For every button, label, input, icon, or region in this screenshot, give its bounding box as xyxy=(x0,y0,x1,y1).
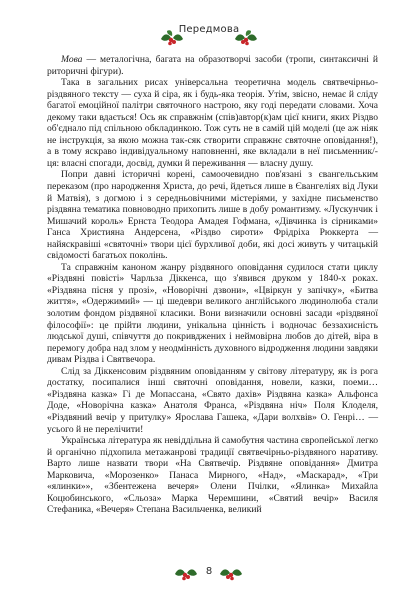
term-italic: Мова xyxy=(61,54,83,65)
paragraph: Українська література як невіддільна й самобутня частина європейської легко й органічно підхопила метажанрові традиції святвечірньо-різдвяного наративу. Варто лише назвати твори «На Святвечір. Різдвяне оповідання» Дмитра Марковича, «Морозенко» Панаса Мирного, «Над», «Маскарад», «Три «ялинки»», «Збентежена вечеря» Олени Пчілки, «Ялинка» Михайла Коцюбинського, «Сльоза» Марка Черемшини, «Святий вечір» Василя Стефаника, «Вечеря» Степана Васильченка, великий xyxy=(47,435,378,516)
paragraph xyxy=(47,54,378,77)
page-number: 8 xyxy=(205,566,213,577)
holly-icon xyxy=(233,27,259,49)
page-footer xyxy=(0,560,418,590)
paragraph: Така в загальних рисах універсальна теоретична модель святвечірньо-різдвяного тексту — суха й сіра, як і будь-яка теорія. Утім, звісно, немає й сліду багатої емоційної палітри святочного настрою, яку годі передати словами. Хоча декому таки вдається! Ось як справжнім (спів)автор(к)ам цієї книги, яких Різдво об'єднало під спільною обкладинкою. Тож суть не в самій цій моделі (це аж ніяк не інструкція, за якою можна так-сяк створити справжнє святочне оповідання!), а в тому яскраво індивідуальному наповненні, яке вкладали в неї письменник/-ця: власні спогади, досвід, думки й переживання — власну душу. xyxy=(47,77,378,169)
body-text xyxy=(47,54,378,516)
paragraph: Попри давні історичні корені, самоочевидно пов'язані з євангельським переказом (про народження Христа, до речі, йдеться лише в Євангеліях від Луки й Матвія), з догмою і з середньовічними містеріями, у західне письменство різдвяна тематика повноводно прихопить лише в добу романтизму. «Лускунчик і Мишачий король» Ернста Теодора Амадея Гофмана, «Дівчинка із сірниками» Ганса Християна Андерсена, «Різдво сироти» Фрідріха Рюккерта — найяскравіші «святочні» твори цієї бурхливої доби, які досі живуть у читацькій свідомості багатьох поколінь. xyxy=(47,169,378,262)
holly-icon xyxy=(218,562,244,584)
paragraph: Слід за Діккенсовим різдвяним оповіданням у світову літературу, як із рога достатку, посипалися інші святочні оповідання, новели, казки, поеми… «Різдвяна казка» Гі де Мопассана, «Свято дахів» Різдвяна казка» Альфонса Доде, «Новорічна казка» Анатоля Франса, «Різдвяна ніч» Поля Клоделя, «Різдвяний вечір у притулку» Ярослава Гашека, «Дари волхвів» О. Генрі… — усього й не перелічити! xyxy=(47,365,378,435)
page-header-title: Передмова xyxy=(178,24,240,35)
running-header xyxy=(0,17,418,45)
paragraph: Та справжнім каноном жанру різдвяного оповідання судилося стати циклу «Різдвяні повісті» Чарльза Діккенса, що з'явився друком у 1840-х роках. «Різдвяна пісня у прозі», «Новорічні дзвони», «Цвіркун у запічку», «Битва життя», «Одержимий» — ці шедеври великого англійського людинолюба стали золотим фондом різдвяної класики. Вони визначили основні засади «різдвяної філософії»: це прійти людини, унікальна цінність і водночас беззахисність людської душі, співчуття до покривджених і неймовірна любов до дітей, віра в перемогу добра над злом у неодмінність духовного відродження людини завдяки дивам Різдва і Святвечора. xyxy=(47,261,378,366)
paragraph-text: — металогічна, багата на образотворчі засоби (тропи, синтаксичні й риторичні фігури). xyxy=(47,54,378,77)
